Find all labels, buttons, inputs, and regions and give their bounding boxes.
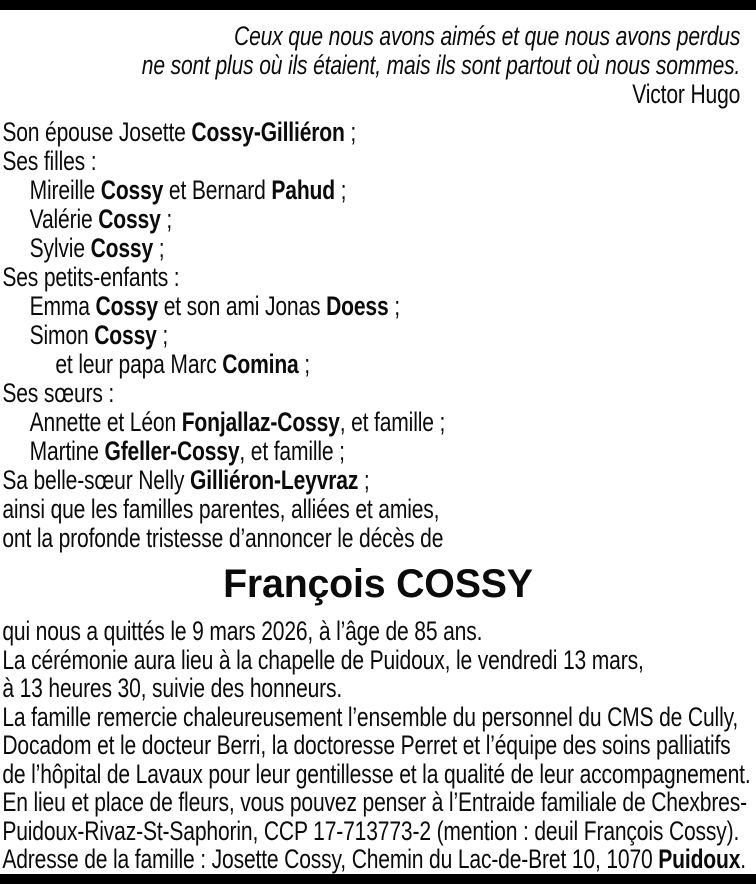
quote-attribution: Victor Hugo — [632, 79, 741, 109]
family-line — [2, 466, 755, 495]
body-text: ; — [298, 349, 311, 379]
surname-text: Cossy-Gilliéron — [191, 117, 345, 147]
surname-text: Cossy — [98, 204, 161, 234]
family-line — [2, 147, 755, 176]
body-text: ; — [156, 320, 169, 350]
family-line — [2, 524, 755, 553]
body-text: Ses petits-enfants : — [2, 262, 180, 292]
surname-text: Comina — [222, 349, 299, 379]
body-text: Ses filles : — [2, 146, 97, 176]
body-text: En lieu et place de fleurs, vous pouvez penser à l’Entraide familiale de Chexbres- — [2, 787, 747, 817]
body-text: Docadom et le docteur Berri, la doctoresse Perret et l’équipe des soins palliatifs — [2, 730, 731, 760]
family-line — [2, 118, 755, 147]
body-text: , et famille ; — [239, 436, 345, 466]
bottom-border-rule — [0, 874, 756, 884]
surname-text: Cossy — [94, 320, 157, 350]
detail-line — [2, 674, 755, 703]
surname-text: Cossy — [100, 175, 164, 205]
detail-line — [2, 731, 755, 760]
surname-text: Gfeller-Cossy — [104, 436, 240, 466]
detail-line — [2, 617, 755, 646]
body-text: La famille remercie chaleureusement l’ensemble du personnel du CMS de Cully, — [2, 701, 739, 732]
page-title — [0, 559, 756, 609]
body-text: , et famille ; — [339, 407, 446, 437]
body-text: . — [740, 844, 746, 874]
family-list — [0, 118, 756, 553]
body-text: Puidoux-Rivaz-St-Saphorin, CCP 17-713773-2 (mention : deuil François Cossy). — [2, 815, 740, 846]
detail-line — [2, 845, 755, 874]
surname-text: Gilliéron-Leyvraz — [189, 465, 359, 495]
detail-line — [2, 817, 755, 846]
family-line — [2, 379, 755, 408]
body-text: Martine — [29, 436, 105, 466]
family-line — [2, 437, 755, 466]
body-text: qui nous a quittés le 9 mars 2026, à l’âge de 85 ans. — [2, 616, 483, 646]
surname-text: Cossy — [90, 233, 154, 263]
family-line — [2, 176, 755, 205]
family-line — [2, 234, 755, 263]
family-line — [2, 408, 755, 437]
body-text: Adresse de la famille : Josette Cossy, Chemin du Lac-de-Bret 10, 1070 — [2, 844, 659, 874]
surname-text: Puidoux — [658, 844, 741, 874]
surname-text: Cossy — [95, 291, 158, 321]
body-text: et leur papa Marc — [55, 349, 223, 379]
body-text: La cérémonie aura lieu à la chapelle de Puidoux, le vendredi 13 mars, — [2, 644, 644, 675]
body-text: ; — [344, 117, 357, 147]
quote-lines — [0, 22, 740, 80]
deceased-name-text: François COSSY — [223, 562, 533, 606]
family-line — [2, 292, 755, 321]
quote-line: Ceux que nous avons aimés et que nous avons perdus — [234, 21, 741, 51]
body-text: Ses sœurs : — [2, 378, 115, 408]
body-text: ont la profonde tristesse d’annoncer le décès de — [2, 523, 444, 553]
body-text: et son ami Jonas — [157, 291, 327, 321]
body-text: Sylvie — [29, 233, 91, 263]
family-line — [2, 495, 755, 524]
detail-line — [2, 703, 755, 732]
family-line — [2, 350, 755, 379]
quote-line: ne sont plus où ils étaient, mais ils sont partout où nous sommes. — [141, 50, 741, 80]
body-text: de l’hôpital de Lavaux pour leur gentillesse et la qualité de leur accompagnement. — [2, 758, 751, 789]
body-text: ainsi que les familles parentes, alliées et amies, — [2, 494, 440, 524]
detail-line — [2, 788, 755, 817]
notice-content — [0, 10, 756, 874]
body-text: Mireille — [29, 175, 101, 205]
top-border-rule — [0, 0, 756, 10]
body-text: Simon — [29, 320, 95, 350]
detail-line — [2, 646, 755, 675]
body-text: Son épouse Josette — [2, 117, 192, 147]
body-text: à 13 heures 30, suivie des honneurs. — [2, 673, 343, 703]
detail-line — [2, 760, 755, 789]
family-line — [2, 205, 755, 234]
surname-text: Doess — [326, 291, 389, 321]
memorial-quote — [0, 22, 756, 109]
body-text: et Bernard — [163, 175, 272, 205]
body-text: ; — [160, 204, 173, 234]
family-line — [2, 321, 755, 350]
body-text: ; — [153, 233, 165, 263]
body-text: ; — [358, 465, 370, 495]
body-text: Annette et Léon — [29, 407, 182, 437]
body-text: ; — [334, 175, 347, 205]
body-text: Emma — [29, 291, 96, 321]
ceremony-details — [0, 617, 756, 874]
family-line — [2, 263, 755, 292]
body-text: Valérie — [29, 204, 99, 234]
body-text: ; — [388, 291, 400, 321]
body-text: Sa belle-sœur Nelly — [2, 465, 190, 495]
surname-text: Pahud — [271, 175, 335, 205]
surname-text: Fonjallaz-Cossy — [181, 407, 340, 437]
